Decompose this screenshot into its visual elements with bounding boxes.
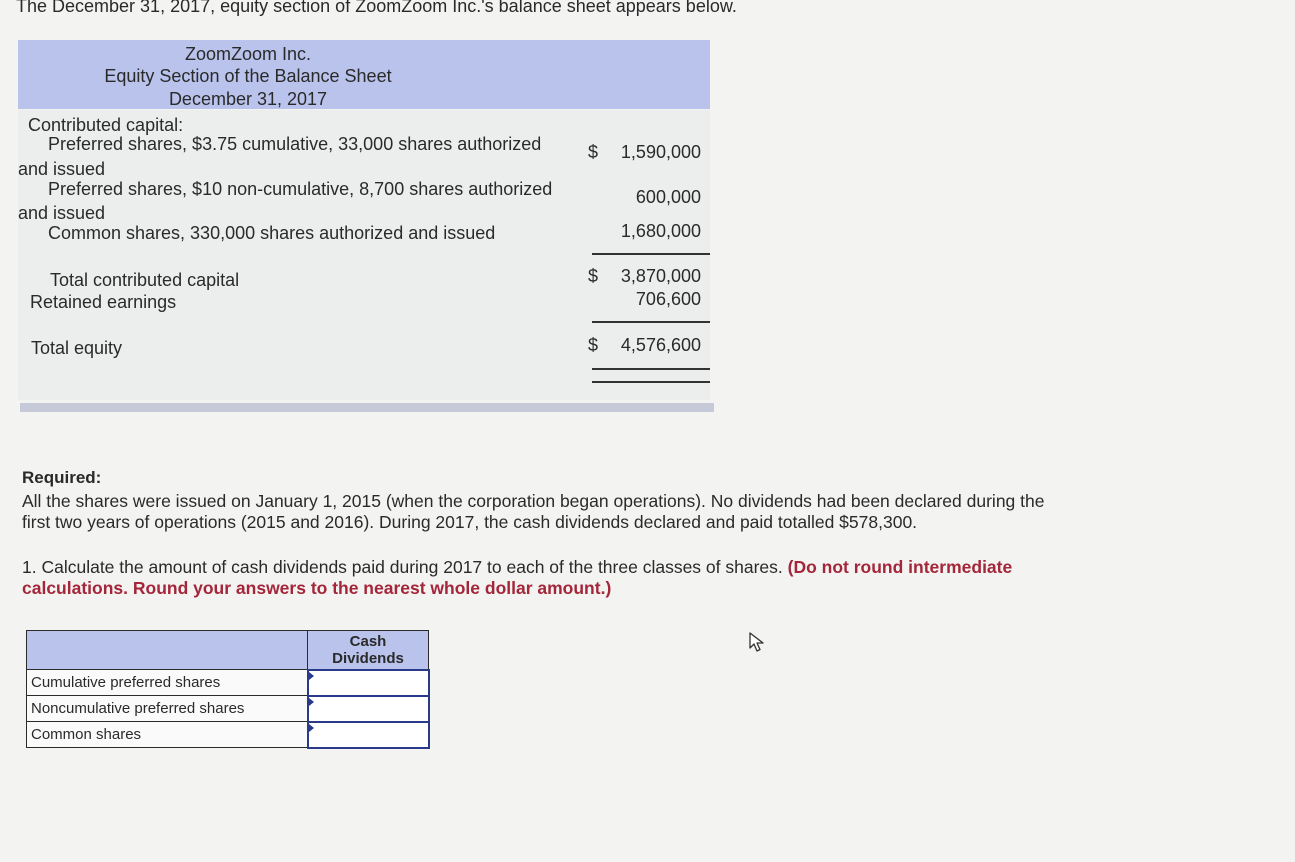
common-value: 1,680,000 bbox=[620, 221, 701, 241]
required-line-2: first two years of operations (2015 and 2016). During 2017, the cash dividends declared and paid totalled $578,300. bbox=[22, 512, 918, 532]
pref-noncum-label-cont: and issued bbox=[18, 203, 106, 223]
subtotal-rule bbox=[592, 253, 710, 255]
row-label: Cumulative preferred shares bbox=[27, 670, 308, 696]
total-contributed-capital-label: Total contributed capital bbox=[50, 270, 240, 290]
pref-cum-label: Preferred shares, $3.75 cumulative, 33,000 shares authorized bbox=[48, 134, 542, 154]
dollar-sign: $ bbox=[588, 266, 599, 286]
input-marker-icon bbox=[309, 698, 314, 706]
row-label: Common shares bbox=[27, 722, 308, 748]
statement-date: December 31, 2017 bbox=[168, 89, 328, 109]
pref-cum-label-cont: and issued bbox=[18, 159, 106, 179]
question-1-note: (Do not round intermediate bbox=[787, 557, 1013, 577]
balance-sheet-header bbox=[18, 40, 710, 109]
common-shares-input[interactable] bbox=[309, 723, 428, 746]
double-rule-top bbox=[592, 368, 710, 370]
common-label: Common shares, 330,000 shares authorized and issued bbox=[48, 223, 496, 243]
cumulative-preferred-input-cell[interactable] bbox=[308, 670, 429, 696]
question-1-text: 1. Calculate the amount of cash dividends paid during 2017 to each of the three classes of shares. bbox=[22, 557, 783, 577]
cumulative-preferred-input[interactable] bbox=[309, 671, 428, 694]
required-line-1: All the shares were issued on January 1, 2015 (when the corporation began operations). No dividends had been declared during the bbox=[22, 491, 1045, 511]
table-row bbox=[27, 670, 429, 696]
row-label: Noncumulative preferred shares bbox=[27, 696, 308, 722]
total-contributed-capital-value: 3,870,000 bbox=[620, 266, 701, 286]
mouse-pointer-icon bbox=[748, 632, 766, 654]
table-row bbox=[27, 722, 429, 748]
retained-earnings-label: Retained earnings bbox=[30, 292, 177, 312]
input-marker-icon bbox=[309, 672, 314, 680]
total-equity-value: 4,576,600 bbox=[620, 335, 701, 355]
required-heading: Required: bbox=[22, 468, 102, 487]
pref-cum-value: 1,590,000 bbox=[620, 142, 701, 162]
question-1-note-cont: calculations. Round your answers to the nearest whole dollar amount.) bbox=[22, 578, 612, 598]
dollar-sign: $ bbox=[588, 335, 599, 355]
noncumulative-preferred-input-cell[interactable] bbox=[308, 696, 429, 722]
balance-sheet-bottom-divider bbox=[20, 403, 714, 412]
question-1 bbox=[22, 557, 1012, 578]
cash-dividends-header: Cash Dividends bbox=[308, 631, 429, 670]
input-marker-icon bbox=[309, 724, 314, 732]
noncumulative-preferred-input[interactable] bbox=[309, 697, 428, 720]
pref-noncum-value: 600,000 bbox=[635, 187, 701, 207]
total-equity-label: Total equity bbox=[31, 338, 123, 358]
contributed-capital-label: Contributed capital: bbox=[28, 115, 184, 135]
common-shares-input-cell[interactable] bbox=[308, 722, 429, 748]
answer-table bbox=[26, 630, 430, 749]
pref-noncum-label: Preferred shares, $10 non-cumulative, 8,700 shares authorized bbox=[48, 179, 553, 199]
retained-earnings-value: 706,600 bbox=[635, 289, 701, 309]
double-rule-bottom bbox=[592, 381, 710, 383]
total-rule bbox=[592, 321, 710, 323]
intro-text: The December 31, 2017, equity section of ZoomZoom Inc.'s balance sheet appears below. bbox=[16, 0, 737, 16]
statement-title: Equity Section of the Balance Sheet bbox=[104, 66, 392, 86]
table-row bbox=[27, 696, 429, 722]
company-name: ZoomZoom Inc. bbox=[184, 44, 312, 64]
dollar-sign: $ bbox=[588, 142, 599, 162]
answer-table-header bbox=[27, 631, 429, 670]
header-blank-cell bbox=[27, 631, 308, 670]
